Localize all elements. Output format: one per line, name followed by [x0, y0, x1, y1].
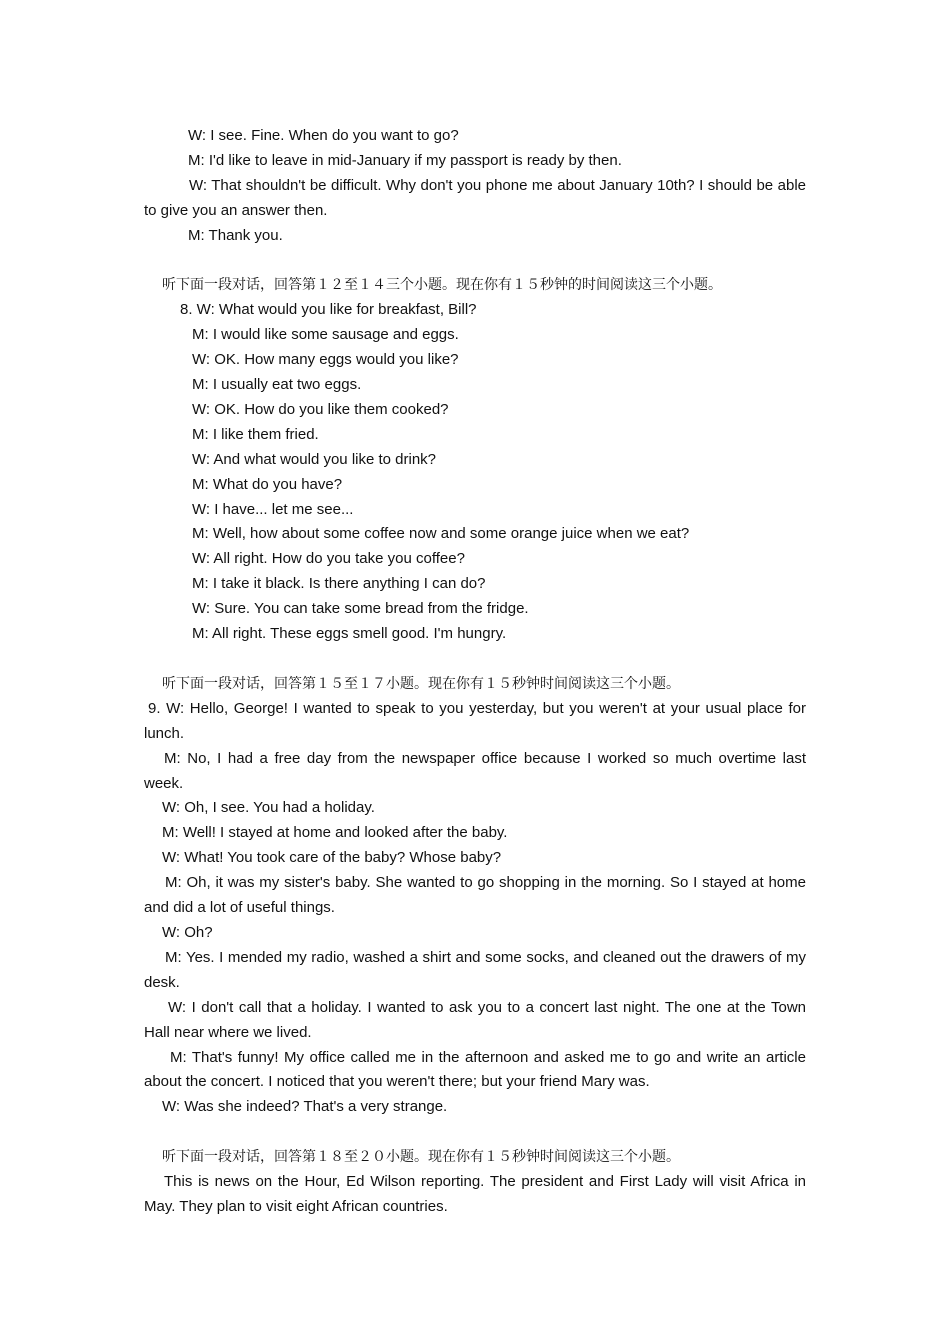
document-page [144, 124, 806, 1220]
question-line: 8. W: What would you like for breakfast, Bill? [180, 301, 477, 319]
dialog-line: W: Sure. You can take some bread from the fridge. [192, 600, 529, 618]
dialog-line: M: I take it black. Is there anything I can do? [192, 575, 486, 593]
dialog-line: M: Well, how about some coffee now and some orange juice when we eat? [192, 525, 690, 543]
dialog-line: W: I have... let me see... [192, 500, 354, 518]
dialog-line: W: Oh, I see. You had a holiday. [162, 799, 375, 817]
dialog-line: M: I usually eat two eggs. [192, 376, 362, 394]
dialog-section-a [144, 124, 806, 249]
dialog-line: M: Yes. I mended my radio, washed a shirt and some socks, and cleaned out the drawers of my desk. [144, 948, 806, 991]
dialog-section-8 [144, 273, 806, 647]
spacer [144, 647, 806, 672]
dialog-line: 9. W: Hello, George! I wanted to speak to you yesterday, but you weren't at your usual place for lunch. [144, 699, 806, 742]
dialog-line: W: What! You took care of the baby? Whose baby? [162, 849, 502, 867]
dialog-line: M: That's funny! My office called me in the afternoon and asked me to go and write an article about the concert. I noticed that you weren't there; but your friend Mary was. [144, 1048, 806, 1091]
dialog-line: M: I would like some sausage and eggs. [192, 326, 459, 344]
dialog-section-9 [144, 672, 806, 1120]
dialog-line: M: Well! I stayed at home and looked after the baby. [162, 824, 508, 842]
dialog-line: W: Was she indeed? That's a very strange. [162, 1098, 448, 1116]
spacer [144, 249, 806, 274]
dialog-line: M: I like them fried. [192, 425, 319, 443]
section-instruction: 听下面一段对话，回答第１２至１４三个小题。现在你有１５秒钟的时间阅读这三个小题。 [162, 277, 722, 294]
dialog-line: W: I see. Fine. When do you want to go? [188, 127, 459, 144]
dialog-line: W: OK. How many eggs would you like? [192, 351, 459, 369]
news-paragraph: This is news on the Hour, Ed Wilson reporting. The president and First Lady will visit Africa in May. They plan to visit eight African countries. [144, 1173, 806, 1215]
news-section-10 [144, 1145, 806, 1220]
dialog-line: M: I'd like to leave in mid-January if my passport is ready by then. [188, 151, 622, 169]
dialog-line: M: All right. These eggs smell good. I'm hungry. [192, 625, 507, 643]
dialog-line: W: And what would you like to drink? [192, 450, 437, 468]
dialog-line: M: No, I had a free day from the newspaper office because I worked so much overtime last week. [144, 749, 806, 792]
spacer [144, 1120, 806, 1145]
dialog-line: W: All right. How do you take you coffee? [192, 550, 465, 568]
section-instruction: 听下面一段对话，回答第１５至１７小题。现在你有１５秒钟时间阅读这三个小题。 [162, 675, 680, 692]
dialog-line: W: I don't call that a holiday. I wanted to ask you to a concert last night. The one at the Town Hall near where we lived. [144, 998, 806, 1041]
section-instruction: 听下面一段对话，回答第１８至２０小题。现在你有１５秒钟时间阅读这三个小题。 [162, 1149, 680, 1166]
dialog-line: M: Oh, it was my sister's baby. She wanted to go shopping in the morning. So I stayed at home and did a lot of useful things. [144, 874, 806, 917]
dialog-line: W: OK. How do you like them cooked? [192, 400, 449, 418]
dialog-line: W: Oh? [162, 923, 213, 941]
dialog-line: W: That shouldn't be difficult. Why don't you phone me about January 10th? I should be able to give you an answer then. [144, 176, 806, 219]
dialog-line: M: What do you have? [192, 475, 343, 493]
dialog-line: M: Thank you. [188, 226, 283, 244]
